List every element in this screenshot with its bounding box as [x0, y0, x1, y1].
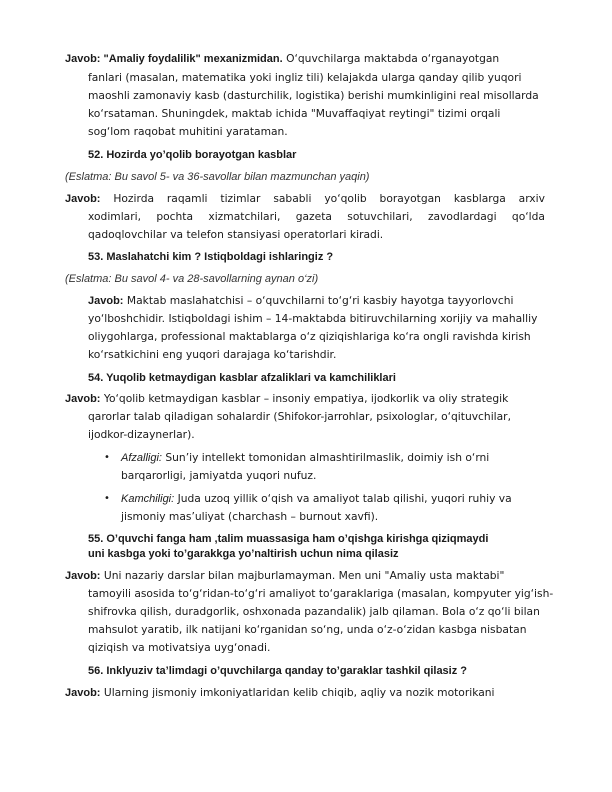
question-note: (Eslatma: Bu savol 4- va 28-savollarning aynan o‘zi) — [65, 273, 319, 285]
answer-text: oliygohlarga, professional maktablarga o‘z qiziqishlariga ko‘ra ongli ravishda kirish — [88, 330, 531, 343]
answer-label: Javob: — [65, 193, 101, 205]
word: qo‘lda — [511, 210, 545, 223]
question-heading: 56. Inklyuziv ta’limdagi o’quvchilarga qanday to’garaklar tashkil qilasiz ? — [88, 665, 468, 677]
question-heading: 55. O’quvchi fanga ham ,talim muassasiga ham o’qishga kirishga qiziqmaydi — [88, 533, 489, 545]
answer-text: Ularning jismoniy imkoniyatlaridan kelib chiqib, aqliy va nozik motorikani — [103, 686, 495, 699]
answer-text: O‘quvchilarga maktabda o‘rganayotgan — [286, 52, 500, 65]
question-note: (Eslatma: Bu savol 5- va 36-savollar bilan mazmunchan yaqin) — [65, 171, 370, 183]
word: xodimlari, — [88, 210, 141, 223]
answer-line — [65, 392, 508, 406]
justified-line — [65, 192, 545, 206]
question-heading: uni kasbga yoki to’garakkga yo’naltirish uchun nima qilasiz — [88, 548, 399, 560]
answer-text: maoshli zamonaviy kasb (dasturchilik, logistika) berishi mumkinligini real misollarda — [88, 89, 539, 102]
answer-text: ijodkor-dizaynerlar). — [88, 428, 195, 441]
bullet-text: Juda uzoq yillik o‘qish va amaliyot talab qilishi, yuqori ruhiy va — [177, 492, 512, 505]
answer-line — [65, 192, 545, 206]
bullet-label: Kamchiligi: — [121, 493, 175, 505]
answer-text: qadoqlovchilar va telefon stansiyasi operatorlari kiradi. — [88, 228, 384, 241]
question-heading: 54. Yuqolib ketmaydigan kasblar afzaliklari va kamchiliklari — [88, 372, 396, 384]
word: gazeta — [295, 210, 332, 223]
answer-text: Yo‘qolib ketmaydigan kasblar – insoniy empatiya, ijodkorlik va oliy strategik — [103, 392, 509, 405]
justified-line — [88, 210, 545, 224]
answer-text: ko‘rsataman. Shuningdek, maktab ichida "Muvaffaqiyat reytingi" tizimi orqali — [88, 107, 501, 120]
word: pochta — [156, 210, 194, 223]
bullet-icon: • — [104, 493, 110, 504]
word: borayotgan — [379, 192, 441, 205]
answer-text: tamoyili asosida to‘g‘ridan-to‘g‘ri amaliyot to‘garaklariga (masalan, kompyuter yig‘ish- — [88, 587, 554, 600]
answer-label: Javob: — [65, 570, 101, 582]
answer-label: Javob: — [65, 393, 101, 405]
question-heading: 53. Maslahatchi kim ? Istiqboldagi ishlaringiz ? — [88, 251, 334, 263]
bullet-text: Sun’iy intellekt tomonidan almashtirilmaslik, doimiy ish o‘rni — [165, 451, 490, 464]
word: kasblarga — [453, 192, 506, 205]
answer-text: ko‘rsatkichini eng yuqori darajaga ko‘tarishdir. — [88, 348, 337, 361]
answer-text: sog‘lom raqobat muhitini yarataman. — [88, 125, 288, 138]
question-heading: 52. Hozirda yo’qolib borayotgan kasblar — [88, 149, 297, 161]
bullet-item — [121, 492, 512, 506]
word: Hozirda — [113, 192, 155, 205]
answer-label: Javob: — [88, 295, 124, 307]
bullet-text: jismoniy mas’uliyat (charchash – burnout xavfi). — [121, 510, 379, 523]
answer-label: Javob: — [65, 687, 101, 699]
word: sotuvchilari, — [347, 210, 413, 223]
word: sababli — [273, 192, 312, 205]
answer-label: Javob: "Amaliy foydalilik" mexanizmidan. — [65, 53, 283, 65]
word: arxiv — [518, 192, 545, 205]
bullet-text: barqarorligi, jamiyatda yuqori nufuz. — [121, 469, 317, 482]
answer-text: Uni nazariy darslar bilan majburlamayman. Men uni "Amaliy usta maktabi" — [103, 569, 505, 582]
answer-line — [88, 294, 513, 308]
word: yo‘qolib — [324, 192, 367, 205]
answer-text: Maktab maslahatchisi – o‘quvchilarni to‘g‘ri kasbiy hayotga tayyorlovchi — [126, 294, 514, 307]
answer-line — [65, 52, 499, 66]
word: tizimlar — [220, 192, 261, 205]
word: xizmatchilari, — [208, 210, 281, 223]
answer-text: yo‘lboshchidir. Istiqboldagi ishim – 14-maktabda bitiruvchilarning xorijiy va mahalliy — [88, 312, 538, 325]
answer-line — [65, 569, 504, 583]
answer-text: qarorlar talab qiladigan sohalardir (Shifokor-jarrohlar, psixologlar, o‘qituvchilar, — [88, 410, 511, 423]
word: zavodlardagi — [427, 210, 497, 223]
answer-text: mahsulot yaratib, ilk natijani ko‘rganidan so‘ng, unda o‘z-o‘zidan kasbga nisbatan — [88, 623, 527, 636]
word: raqamli — [166, 192, 208, 205]
answer-text: shifrovka qilish, duradgorlik, oshxonada pazandalik) jalb qilaman. Bola o‘z qo‘li bilan — [88, 605, 540, 618]
bullet-label: Afzalligi: — [121, 452, 162, 464]
answer-text: qiziqish va motivatsiya uyg‘onadi. — [88, 641, 271, 654]
answer-line — [65, 686, 495, 700]
answer-line — [88, 210, 545, 224]
answer-text: fanlari (masalan, matematika yoki ingliz tili) kelajakda ularga qanday qilib yuqori — [88, 71, 522, 84]
bullet-item — [121, 451, 489, 465]
bullet-icon: • — [104, 452, 110, 463]
